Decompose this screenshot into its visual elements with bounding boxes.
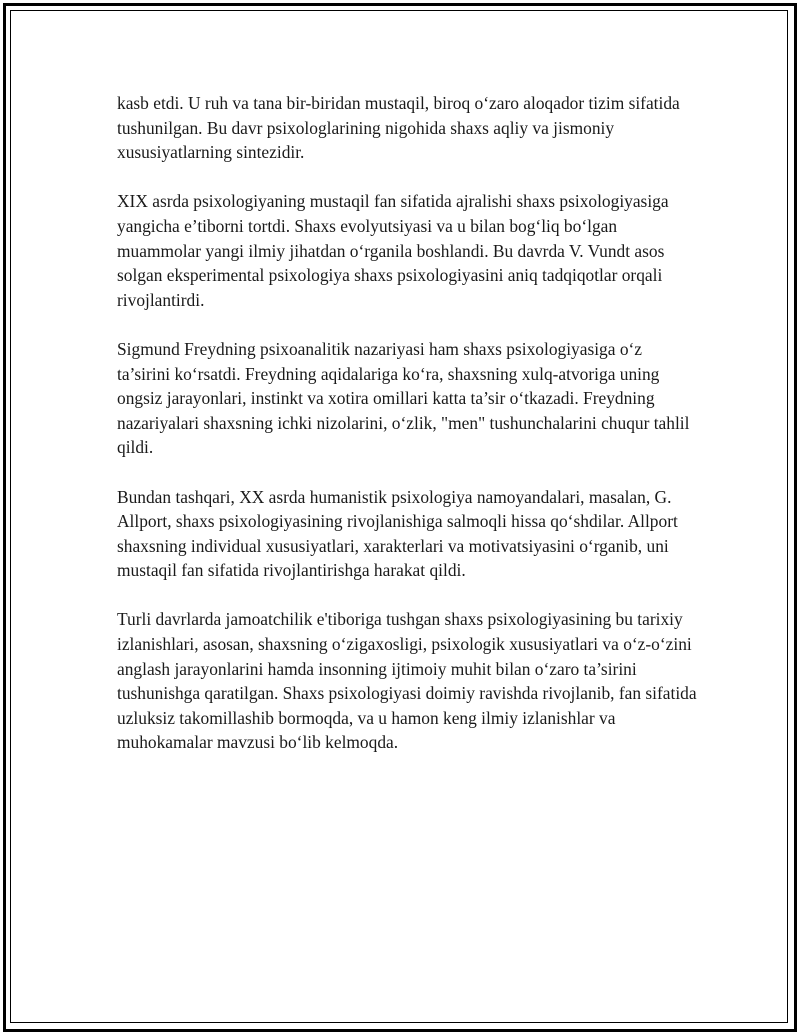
paragraph-1: kasb etdi. U ruh va tana bir-biridan mustaqil, biroq o‘zaro aloqador tizim sifatida tushunilgan. Bu davr psixologlarining nigohida shaxs aqliy va jismoniy xususiyatlarning sintezidir. [117,93,680,163]
paragraph-5: Turli davrlarda jamoatchilik e'tiboriga tushgan shaxs psixologiyasining bu tarixiy izlanishlari, asosan, shaxsning o‘zigaxosligi, psixologik xususiyatlari va o‘z-o‘zini anglash jarayonlarini hamda insonning ijtimoiy muhit bilan o‘zaro ta’sirini tushunishga qaratilgan. Shaxs psixologiyasi doimiy ravishda rivojlanib, fan sifatida uzluksiz takomillashib bormoqda, va u hamon keng ilmiy izlanishlar va muhokamalar mavzusi bo‘lib kelmoqda. [117,609,697,753]
paragraph-3: Sigmund Freydning psixoanalitik nazariyasi ham shaxs psixologiyasiga o‘z ta’sirini ko‘rsatdi. Freydning aqidalariga ko‘ra, shaxsning xulq-atvoriga uning ongsiz jarayonlari, instinkt va xotira omillari katta ta’sir o‘tkazadi. Freydning nazariyalari shaxsning ichki nizolarini, o‘zlik, "men" tushunchalarini chuqur tahlil qildi. [117,338,690,458]
paragraph-4: Bundan tashqari, XX asrda humanistik psixologiya namoyandalari, masalan, G. Allport, shaxs psixologiyasining rivojlanishiga salmoqli hissa qo‘shdilar. Allport shaxsning individual xususiyatlari, xarakterlari va motivatsiyasini o‘rganib, uni mustaqil fan sifatida rivojlantirishga harakat qildi. [117,486,678,581]
document-body [117,91,697,780]
paragraph-2: XIX asrda psixologiyaning mustaqil fan sifatida ajralishi shaxs psixologiyasiga yangicha e’tiborni tortdi. Shaxs evolyutsiyasi va u bilan bog‘liq bo‘lgan muammolar yangi ilmiy jihatdan o‘rganila boshlandi. Bu davrda V. Vundt asos solgan eksperimental psixologiya shaxs psixologiyasini aniq tadqiqotlar orqali rivojlantirdi. [117,191,669,310]
